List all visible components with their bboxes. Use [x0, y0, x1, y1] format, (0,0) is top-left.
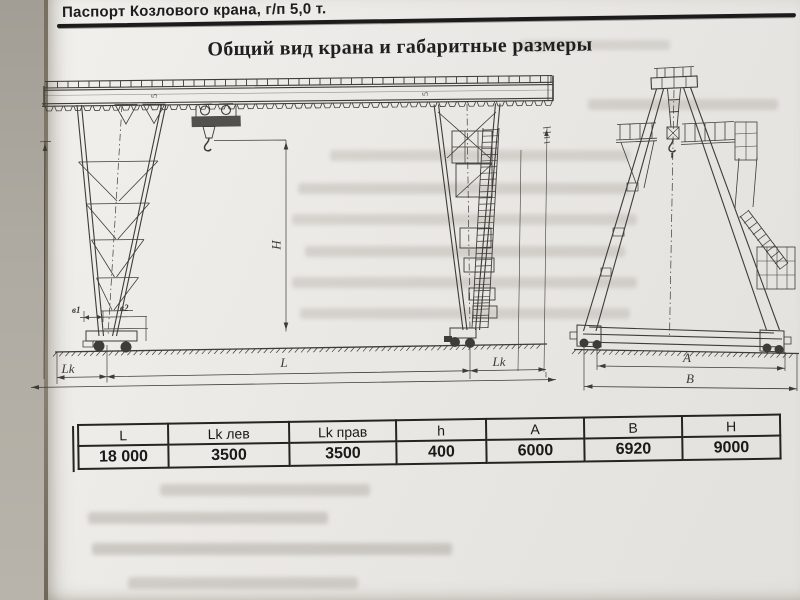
section-mark: 5	[421, 92, 430, 96]
page-header-title: Паспорт Козлового крана, г/п 5,0 т.	[62, 0, 327, 21]
table-header-cell: Lk прав	[289, 420, 396, 443]
table-header-cell: h	[396, 419, 486, 441]
front-view	[31, 76, 556, 390]
table-value-cell: 9000	[682, 436, 780, 460]
dim-label-b2: в2	[120, 303, 129, 313]
table-value-cell: 18 000	[78, 445, 168, 469]
table-header-cell: A	[486, 417, 584, 439]
dimensions-table	[77, 414, 750, 470]
table-value-cell: 6000	[486, 438, 584, 462]
dim-label-A: A	[683, 350, 691, 365]
table-header-cell: Lk лев	[168, 422, 289, 445]
table-value-cell: 6920	[584, 437, 682, 461]
girder-railing-posts	[47, 76, 551, 88]
table-header-cell: B	[584, 416, 682, 438]
table-value-cell: 3500	[168, 443, 289, 468]
dim-label-Lk-right: Lk	[492, 354, 506, 369]
table-value-cell: 3500	[289, 441, 396, 466]
dim-label-B: B	[686, 371, 694, 386]
table-value-cell: 400	[396, 440, 486, 464]
section-mark: 5	[150, 94, 159, 98]
dim-label-Lk-left: Lk	[61, 361, 75, 376]
dim-label-b1: в1	[72, 305, 81, 315]
table-header-cell: H	[682, 415, 780, 437]
drawing-title: Общий вид крана и габаритные размеры	[207, 33, 593, 61]
dim-label-H: H	[268, 240, 284, 250]
table-header-cell: L	[78, 424, 168, 446]
dim-label-L: L	[280, 355, 288, 370]
side-view	[570, 67, 799, 392]
